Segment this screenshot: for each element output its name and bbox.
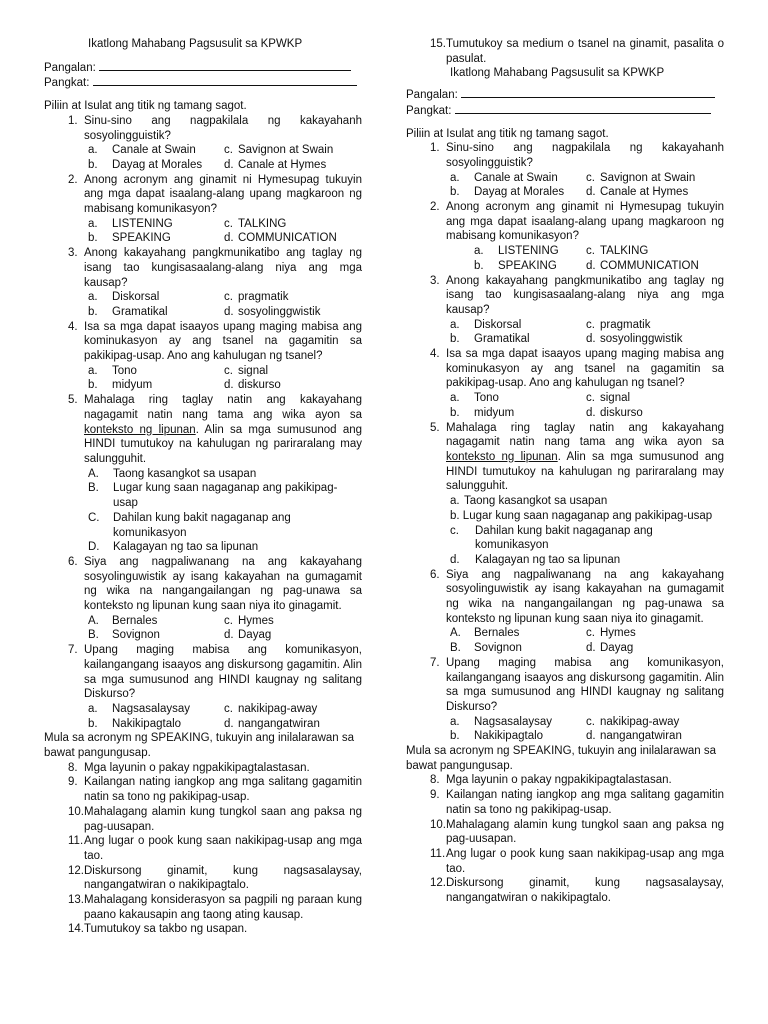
- item-number: 8.: [430, 774, 440, 787]
- option: d. Canale at Hymes: [224, 158, 327, 171]
- question-text: Isa sa mga dapat isaayos upang maging mabisa ang kominukasyon ay ang tsanel na gagamitin sa pakikipag-usap. Ano ang kahulugan ng tsanel?: [446, 348, 724, 390]
- option: b. Gramatikal: [88, 305, 168, 318]
- option: B. Lugar kung saan nagaganap ang pakikipag-usap: [88, 482, 338, 510]
- item-text: Diskursong ginamit, kung nagsasalaysay, nangangatwiran o nakikipagtalo.: [446, 877, 724, 905]
- speaking-item: [406, 847, 724, 876]
- option: a. LISTENING: [474, 245, 559, 258]
- option: c. signal: [586, 392, 631, 405]
- question-text: Upang maging mabisa ang komunikasyon, kailangangang isaayos ang diskursong gagamitin. Alin sa mga sumusunod ang HINDI kaugnay ng salitang Diskurso?: [84, 644, 362, 701]
- option: d. Kalagayan ng tao sa lipunan: [450, 553, 621, 566]
- option: a. Canale at Swain: [88, 144, 196, 157]
- item-text: Mahalagang alamin kung tungkol saan ang paksa ng pag-uusapan.: [84, 805, 362, 833]
- speaking-items: [44, 761, 362, 937]
- option: d. COMMUNICATION: [586, 259, 699, 272]
- item-number: 10.: [430, 818, 446, 831]
- option: a. Nagsasalaysay: [88, 702, 190, 715]
- item-number: 11.: [430, 847, 446, 860]
- question-3: [406, 274, 724, 318]
- option: c. Dahilan kung bakit nagaganap ang komunikasyon: [450, 524, 653, 552]
- options-6: [406, 626, 724, 655]
- question-text: Sinu-sino ang nagpakilala ng kakayahanh sosyolingguistik?: [446, 142, 724, 169]
- question-text: Mahalaga ring taglay natin ang kakayahang nagagamit natin nang tama ang wika ayon sa konteksto ng lipunan. Alin sa mga sumusunod ang HINDI tumutukoy na kahulugan ng pariraralang may salungguhit.: [446, 421, 725, 493]
- underlined-phrase: konteksto ng lipunan: [446, 450, 558, 463]
- option: b. midyum: [88, 379, 153, 392]
- question-5: [44, 393, 362, 467]
- speaking-item: [406, 876, 724, 905]
- name-field: [406, 87, 724, 103]
- item-number: 9.: [68, 776, 78, 789]
- item-text: Kailangan nating iangkop ang mga salitang gagamitin natin sa tono ng pakikipag-usap.: [84, 776, 362, 804]
- option: a. Tono: [450, 392, 499, 405]
- speaking-item: [44, 834, 362, 863]
- exam-title: Ikatlong Mahabang Pagsusulit sa KPWKP: [450, 67, 665, 80]
- item-text: Ang lugar o pook kung saan nakikipag-usap ang mga tao.: [446, 847, 724, 875]
- option: B. Sovignon: [88, 629, 160, 642]
- option: b. Gramatikal: [450, 333, 530, 346]
- option: a. Canale at Swain: [450, 171, 558, 184]
- option: c. TALKING: [586, 245, 649, 258]
- question-text: Upang maging mabisa ang komunikasyon, kailangangang isaayos ang diskursong gagamitin. Alin sa mga sumusunod ang HINDI kaugnay ng salitang Diskurso?: [446, 656, 724, 713]
- option: d. sosyolinggwistik: [586, 333, 683, 346]
- option: a. Diskorsal: [88, 291, 160, 304]
- option: b. Lugar kung saan nagaganap ang pakikipag-usap: [450, 509, 713, 522]
- section-blank: [93, 75, 357, 86]
- question-text: Anong kakayahang pangkmunikatibo ang taglay ng isang tao kungisasaalang-alang niya ang mga kausap?: [84, 247, 362, 289]
- section-field: [44, 75, 362, 91]
- question-text: Sinu-sino ang nagpakilala ng kakayahanh sosyolingguistik?: [84, 114, 362, 142]
- section-instruction: Mula sa acronym ng SPEAKING, tukuyin ang inilalarawan sa bawat pangungusap.: [44, 732, 355, 760]
- option: b. Nakikipagtalo: [88, 717, 182, 730]
- section-blank: [455, 103, 711, 114]
- option: c. Savignon at Swain: [224, 144, 334, 157]
- speaking-item: [44, 922, 362, 937]
- item-number: 8.: [68, 761, 78, 774]
- question-text: Anong kakayahang pangkmunikatibo ang taglay ng isang tao kungisasaalang-alang niya ang mga kausap?: [446, 274, 724, 316]
- option: d. Dayag: [586, 642, 634, 655]
- question-number: 3.: [68, 247, 78, 260]
- question-1: [44, 114, 362, 143]
- option: d. COMMUNICATION: [224, 232, 337, 245]
- question-number: 4.: [68, 320, 78, 333]
- question-number: 2.: [430, 201, 440, 214]
- speaking-item: [44, 805, 362, 834]
- speaking-item: [44, 775, 362, 804]
- item-text: Mahalagang konsiderasyon sa pagpili ng paraan kung paano kakausapin ang taong ating kausap.: [84, 894, 362, 921]
- options-1: [44, 143, 362, 172]
- speaking-item: [406, 818, 724, 847]
- question-number: 15.: [430, 38, 446, 50]
- name-label: Pangalan:: [406, 89, 458, 102]
- option: B. Sovignon: [450, 642, 522, 655]
- question-3: [44, 246, 362, 290]
- question-4: [406, 347, 724, 391]
- option: A. Bernales: [450, 627, 520, 640]
- right-column: [406, 37, 724, 906]
- question-number: 2.: [68, 173, 78, 186]
- section-label: Pangkat:: [406, 104, 452, 117]
- options-3: [406, 318, 724, 347]
- options-5: [406, 494, 724, 509]
- options-4: [406, 391, 724, 420]
- question-text: Siya ang nagpaliwanang na ang kakayahang sosyolinguwistik ay isang kakayahan na gumagamit ng wika na nangangailangan ng pag-unawa sa konteksto ng lipunan kung saan niya ito ginagamit.: [84, 555, 362, 613]
- instruction: Piliin at Isulat ang titik ng tamang sagot.: [44, 100, 247, 113]
- section-field: [406, 103, 724, 119]
- option: a. LISTENING: [88, 217, 173, 230]
- option: d. diskurso: [586, 406, 643, 419]
- option: c. TALKING: [224, 217, 287, 230]
- option: c. Savignon at Swain: [586, 171, 696, 184]
- question-text: Mahalaga ring taglay natin ang kakayahang nagagamit natin nang tama ang wika ayon sa konteksto ng lipunan. Alin sa mga sumusunod ang HINDI tumutukoy na kahulugan ng pariraralang may salungguhit.: [84, 394, 363, 465]
- options-4: [44, 364, 362, 393]
- option: a. Tono: [88, 364, 137, 377]
- question-6: [406, 568, 724, 627]
- speaking-item: [44, 864, 362, 893]
- item-number: 11.: [68, 835, 84, 848]
- name-field: [44, 60, 362, 76]
- question-number: 7.: [430, 656, 440, 669]
- question-number: 5.: [68, 394, 78, 407]
- option: c. nakikipag-away: [586, 715, 680, 728]
- option: d. diskurso: [224, 379, 281, 392]
- question-7: [406, 656, 724, 715]
- question-text: Anong acronym ang ginamit ni Hymesupag tukuyin ang mga dapat isaalang-alang upang magkaroon ng mabisang komunikasyon?: [84, 173, 362, 216]
- question-text: Siya ang nagpaliwanang na ang kakayahang sosyolinguwistik ay isang kakayahan na gumagamit ng wika na nangangailangan ng pag-unawa sa konteksto ng lipunan kung saan niya ito ginagamit.: [446, 568, 724, 625]
- option: b. SPEAKING: [474, 259, 557, 272]
- question-number: 4.: [430, 348, 440, 361]
- option: a. Taong kasangkot sa usapan: [450, 495, 608, 508]
- question-number: 3.: [430, 274, 440, 287]
- underlined-phrase: konteksto ng lipunan: [84, 423, 196, 436]
- question-text: Isa sa mga dapat isaayos upang maging mabisa ang kominukasyon ay ang tsanel na gagamitin sa pakikipag-usap. Ano ang kahulugan ng tsanel?: [84, 320, 362, 363]
- instruction: Piliin at Isulat ang titik ng tamang sagot.: [406, 127, 609, 140]
- item-number: 14.: [68, 923, 84, 936]
- item-text: Mga layunin o pakay ngpakikipagtalastasan.: [446, 774, 672, 787]
- option: d. Canale at Hymes: [586, 186, 689, 199]
- option: d. nangangatwiran: [586, 730, 682, 743]
- option: b. SPEAKING: [88, 232, 171, 245]
- question-2: [44, 173, 362, 217]
- option: b. Dayag at Morales: [450, 186, 565, 199]
- option: C. Dahilan kung bakit nagaganap ang komunikasyon: [88, 511, 291, 539]
- section-label: Pangkat:: [44, 77, 90, 90]
- question-4: [44, 320, 362, 364]
- speaking-items: [406, 773, 724, 905]
- option: c. signal: [224, 364, 269, 377]
- option: d. Dayag: [224, 629, 272, 642]
- option: d. nangangatwiran: [224, 717, 320, 730]
- options-7: [406, 715, 724, 744]
- question-number: 1.: [430, 142, 440, 155]
- options-2: [44, 217, 362, 246]
- question-number: 5.: [430, 421, 440, 434]
- option: a. Nagsasalaysay: [450, 715, 552, 728]
- item-text: Diskursong ginamit, kung nagsasalaysay, nangangatwiran o nakikipagtalo.: [84, 864, 362, 892]
- item-text: Kailangan nating iangkop ang mga salitang gagamitin natin sa tono ng pakikipag-usap.: [446, 789, 724, 816]
- option: D. Kalagayan ng tao sa lipunan: [88, 541, 259, 554]
- speaking-item: [44, 761, 362, 776]
- options-5b: [406, 524, 724, 568]
- option: b. midyum: [450, 406, 515, 419]
- option: A. Bernales: [88, 614, 158, 627]
- section-instruction: Mula sa acronym ng SPEAKING, tukuyin ang inilalarawan sa bawat pangungusap.: [406, 745, 717, 772]
- option: b. Dayag at Morales: [88, 158, 203, 171]
- item-text: Ang lugar o pook kung saan nakikipag-usap ang mga tao.: [84, 835, 362, 862]
- question-number: 6.: [430, 568, 440, 581]
- item-number: 13.: [68, 894, 84, 907]
- question-2: [406, 200, 724, 244]
- question-text: Anong acronym ang ginamit ni Hymesupag tukuyin ang mga dapat isaalang-alang upang magkaroon ng mabisang komunikasyon?: [446, 201, 724, 243]
- item-text: Mahalagang alamin kung tungkol saan ang paksa ng pag-uusapan.: [446, 818, 724, 846]
- options-3: [44, 290, 362, 319]
- speaking-item: [406, 773, 724, 788]
- options-7: [44, 702, 362, 731]
- options-1: [406, 171, 724, 200]
- question-number: 7.: [68, 644, 78, 657]
- option: c. pragmatik: [586, 318, 651, 331]
- item-number: 12.: [430, 877, 446, 890]
- item-number: 12.: [68, 864, 84, 877]
- option: c. Hymes: [586, 627, 636, 640]
- question-1: [406, 141, 724, 170]
- option: c. Hymes: [224, 614, 274, 627]
- options-6: [44, 614, 362, 643]
- option: a. Diskorsal: [450, 318, 522, 331]
- name-blank: [99, 60, 351, 71]
- item-number: 9.: [430, 789, 440, 802]
- question-6: [44, 555, 362, 614]
- name-blank: [461, 87, 715, 98]
- left-column: [44, 37, 362, 937]
- options-5: [44, 467, 362, 555]
- question-number: 1.: [68, 114, 78, 127]
- option: d. sosyolinggwistik: [224, 305, 321, 318]
- question-number: 6.: [68, 555, 78, 568]
- question-5: [406, 421, 724, 495]
- speaking-item: [406, 788, 724, 817]
- question-7: [44, 643, 362, 702]
- option: c. nakikipag-away: [224, 702, 318, 715]
- exam-title: Ikatlong Mahabang Pagsusulit sa KPWKP: [88, 38, 303, 50]
- option: A. Taong kasangkot sa usapan: [88, 467, 257, 480]
- speaking-item: [44, 893, 362, 922]
- question-15: [406, 37, 724, 66]
- option: b. Nakikipagtalo: [450, 730, 544, 743]
- item-text: Tumutukoy sa takbo ng usapan.: [84, 923, 248, 936]
- item-text: Mga layunin o pakay ngpakikipagtalastasan.: [84, 761, 310, 774]
- option: c. pragmatik: [224, 291, 289, 304]
- name-label: Pangalan:: [44, 61, 96, 74]
- options-2: [406, 244, 724, 273]
- item-number: 10.: [68, 805, 84, 818]
- question-text: Tumutukoy sa medium o tsanel na ginamit, pasalita o pasulat.: [446, 38, 724, 65]
